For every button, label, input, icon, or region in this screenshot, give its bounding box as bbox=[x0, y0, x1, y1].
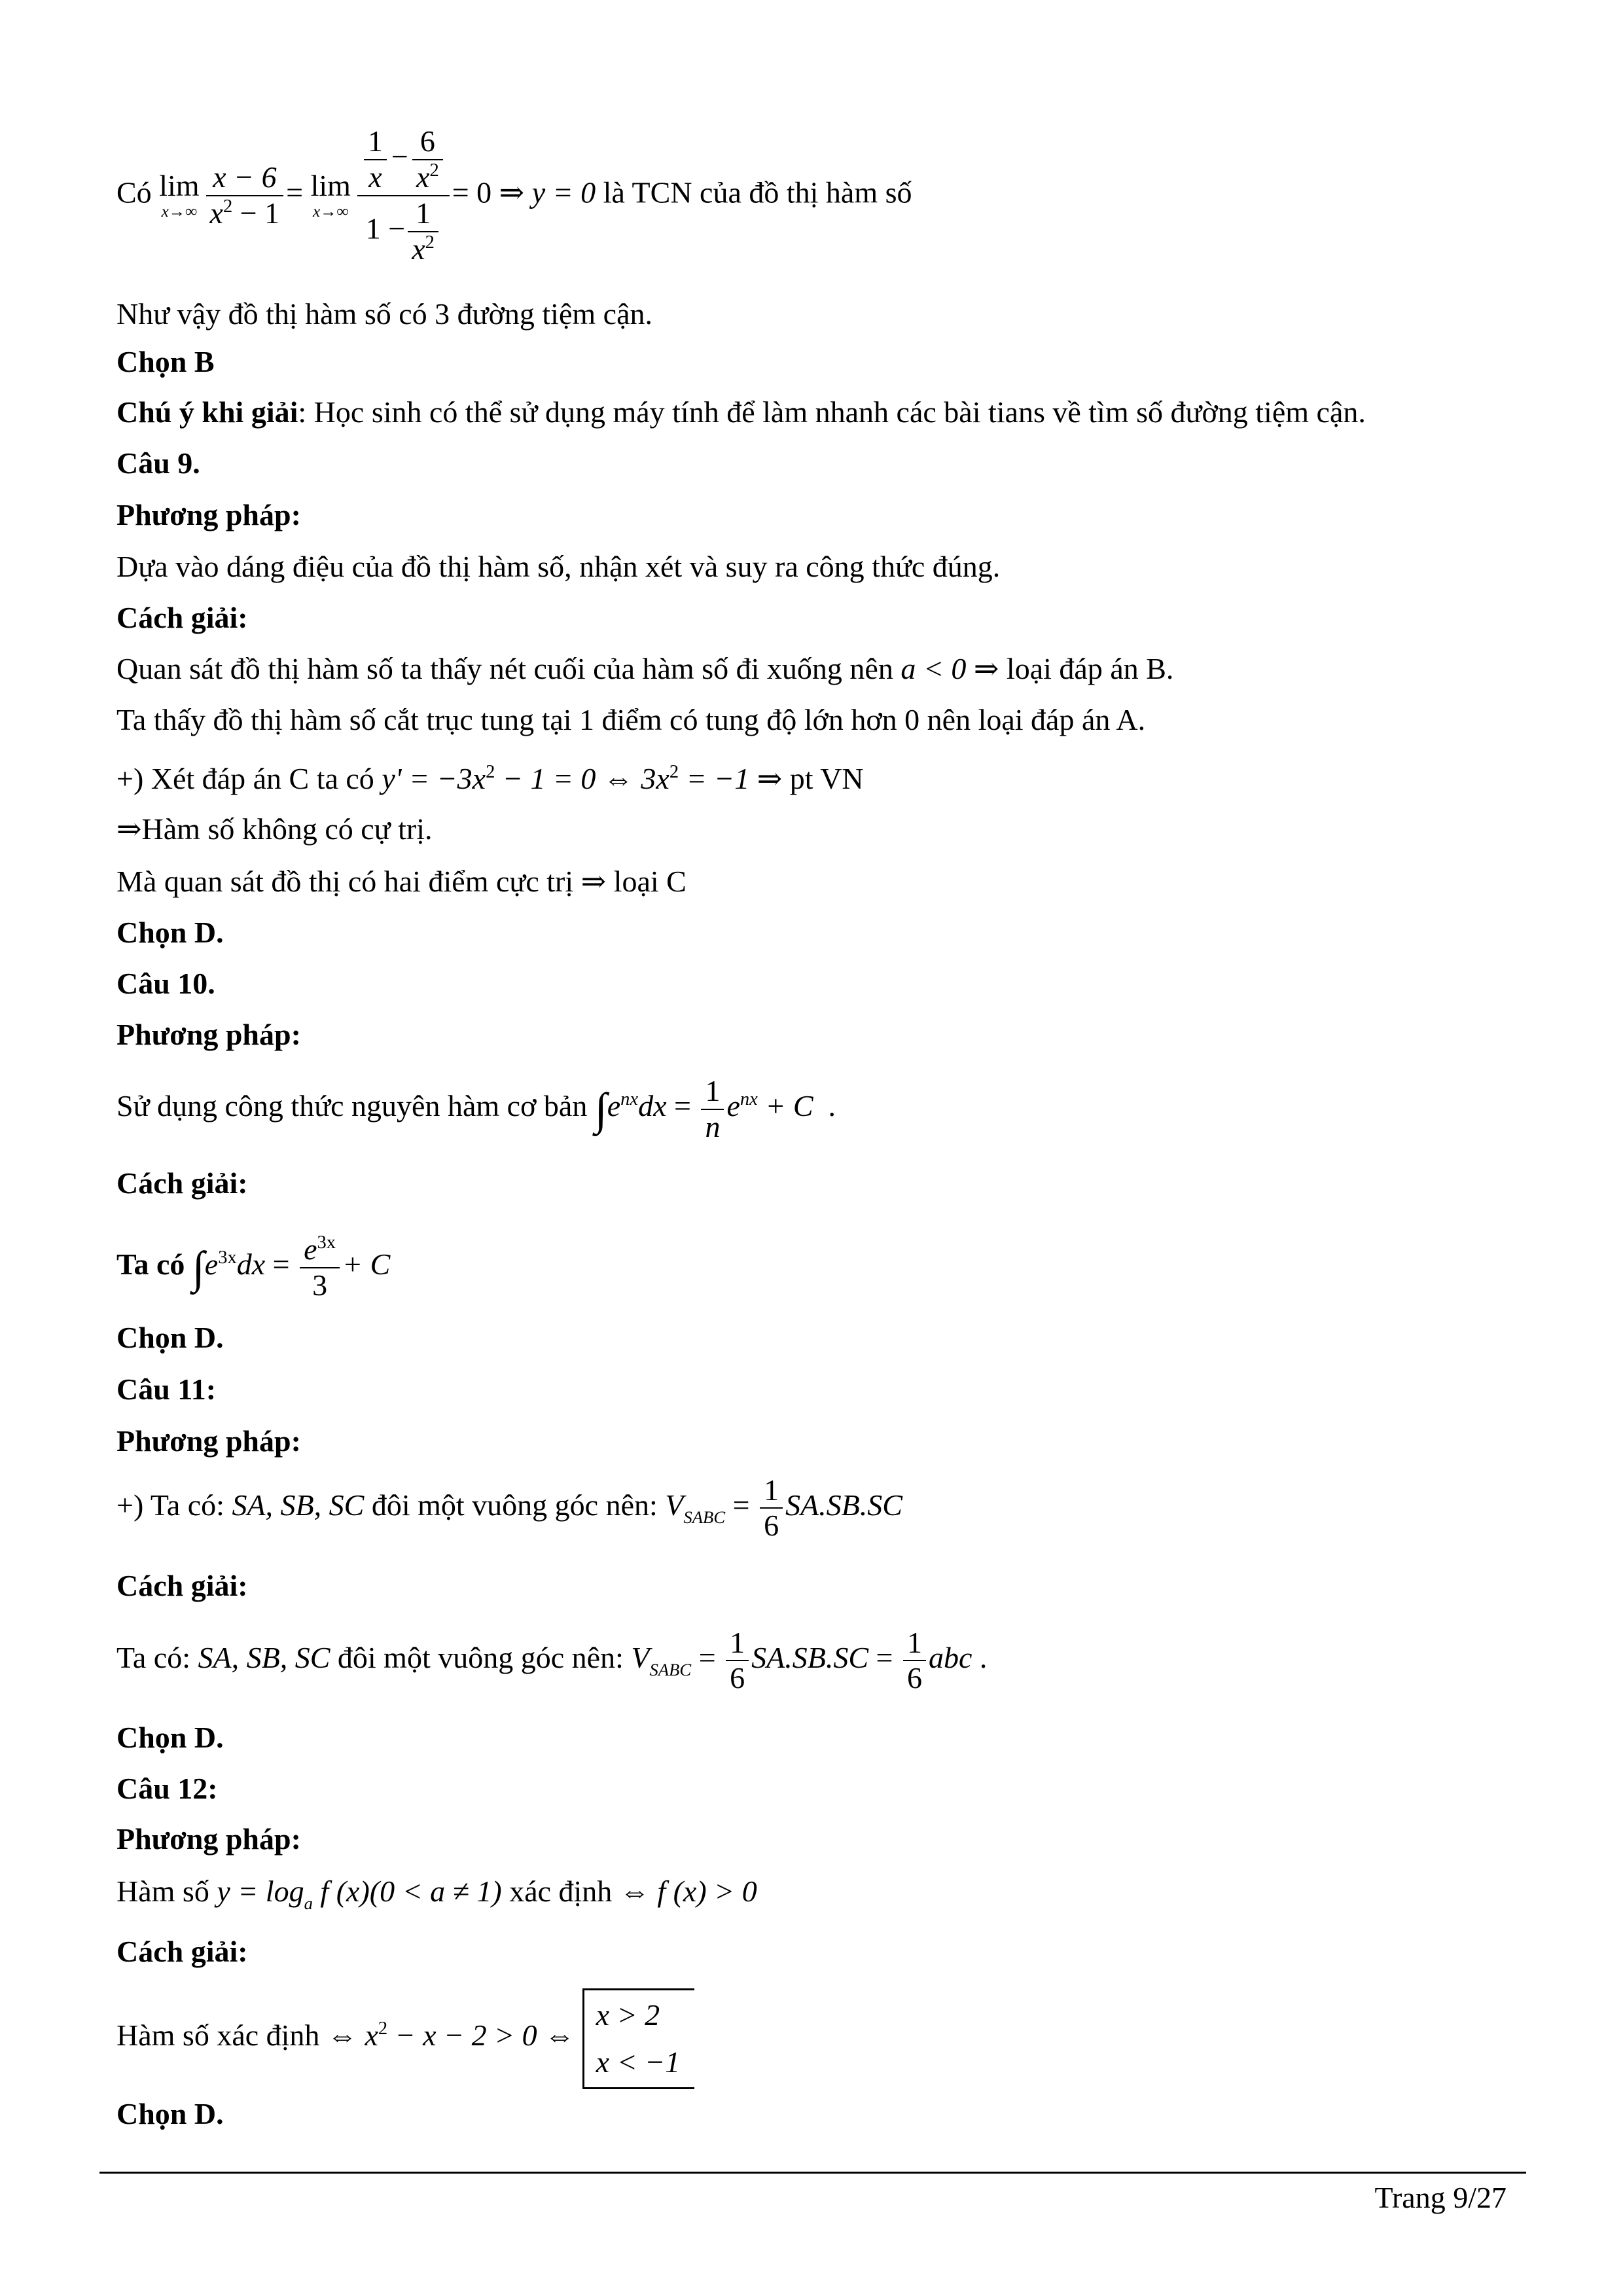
solution-line: Mà quan sát đồ thị có hai điểm cực trị ⇒ loại C bbox=[116, 865, 687, 898]
question-heading: Câu 9. bbox=[116, 446, 200, 480]
text-tcn: là TCN của đồ thị hàm số bbox=[603, 175, 912, 209]
nested-fraction: $\frac{1}{x}$ − $\frac{6}{x^2}$ 1 − $\frac{1}{x^2}$ bbox=[357, 124, 450, 267]
solution-line: ⇒Hàm số không có cự trị. bbox=[116, 812, 433, 846]
solution-heading: Cách giải: bbox=[116, 1166, 248, 1200]
text-tiem-can: Như vậy đồ thị hàm số có 3 đường tiệm cận. bbox=[116, 297, 652, 331]
integral-solution-line: Ta có $\int e^{3x}dx$ = $\frac{e^{3x}}{3}$ + C bbox=[116, 1232, 391, 1302]
solution-heading: Cách giải: bbox=[116, 601, 248, 634]
solution-heading: Cách giải: bbox=[116, 1569, 248, 1602]
question-heading: Câu 11: bbox=[116, 1372, 217, 1406]
method-heading: Phương pháp: bbox=[116, 1822, 301, 1856]
answer-label: Chọn B bbox=[116, 345, 215, 378]
answer-label: Chọn D. bbox=[116, 1721, 224, 1754]
limit-line: Có lim x→∞ $\frac{x - 6}{x^2 - 1}$ = lim x→∞ $\frac{1}{x}$ − $\frac{6}{x^2}$ 1 − $\frac{1}{x^2}$ = 0 ⇒ y = 0 là TCN của đồ thị hàm số bbox=[116, 124, 912, 266]
lim-2: lim x→∞ bbox=[310, 169, 351, 221]
solution-line: Quan sát đồ thị hàm số ta thấy nét cuối của hàm số đi xuống nên a < 0 ⇒ loại đáp án B. bbox=[116, 652, 1174, 685]
page-number: Trang 9/27 bbox=[1374, 2181, 1507, 2214]
fraction-1: $\frac{x - 6}{x^2 - 1}$ bbox=[206, 160, 284, 231]
log-condition-line: Hàm số $y = \log_a f$ (x)(0 < a ≠ 1) xác định ⇔ f (x) > 0 bbox=[116, 1874, 757, 1913]
answer-label: Chọn D. bbox=[116, 1321, 224, 1354]
answer-label: Chọn D. bbox=[116, 916, 224, 949]
method-text: Dựa vào dáng điệu của đồ thị hàm số, nhận xét và suy ra công thức đúng. bbox=[116, 550, 1001, 583]
volume-solution-line: Ta có: SA, SB, SC đôi một vuông góc nên: $V_{SABC}$ = $\frac{1}{6}$ SA.SB.SC = $\frac{1}{6}$ abc . bbox=[116, 1625, 988, 1695]
method-heading: Phương pháp: bbox=[116, 498, 301, 531]
derivative-line: +) Xét đáp án C ta có $y' = -3x^2 - 1 = 0$ ⇔ $3x^2 = -1$ ⇒ pt VN bbox=[116, 762, 864, 796]
solution-line: Ta thấy đồ thị hàm số cắt trục tung tại 1 điểm có tung độ lớn hơn 0 nên loại đáp án A. bbox=[116, 703, 1146, 736]
question-heading: Câu 12: bbox=[116, 1772, 218, 1805]
method-heading: Phương pháp: bbox=[116, 1018, 301, 1051]
answer-label: Chọn D. bbox=[116, 2097, 224, 2130]
solution-heading: Cách giải: bbox=[116, 1935, 248, 1968]
footer-divider bbox=[99, 2172, 1526, 2174]
implies-y0: ⇒ y = 0 bbox=[499, 175, 596, 209]
text-co: Có bbox=[116, 175, 152, 209]
method-heading: Phương pháp: bbox=[116, 1424, 301, 1458]
integral-formula-line: Sử dụng công thức nguyên hàm cơ bản $\int e^{nx}dx$ = $\frac{1}{n}$ $e^{nx} + C$ . bbox=[116, 1073, 836, 1143]
lim-1: lim x→∞ bbox=[159, 169, 200, 221]
question-heading: Câu 10. bbox=[116, 967, 215, 1000]
note-line: Chú ý khi giải: Học sinh có thể sử dụng máy tính để làm nhanh các bài tians về tìm số đường tiệm cận. bbox=[116, 395, 1366, 429]
quadratic-line: Hàm số xác định ⇔ $x^2 - x - 2 > 0$ ⇔ x > 2 x < −1 bbox=[116, 1973, 694, 2091]
volume-formula-line: +) Ta có: SA, SB, SC đôi một vuông góc nên: $V_{SABC}$ = $\frac{1}{6}$ SA.SB.SC bbox=[116, 1473, 902, 1543]
case-bracket: x > 2 x < −1 bbox=[582, 1988, 694, 2089]
